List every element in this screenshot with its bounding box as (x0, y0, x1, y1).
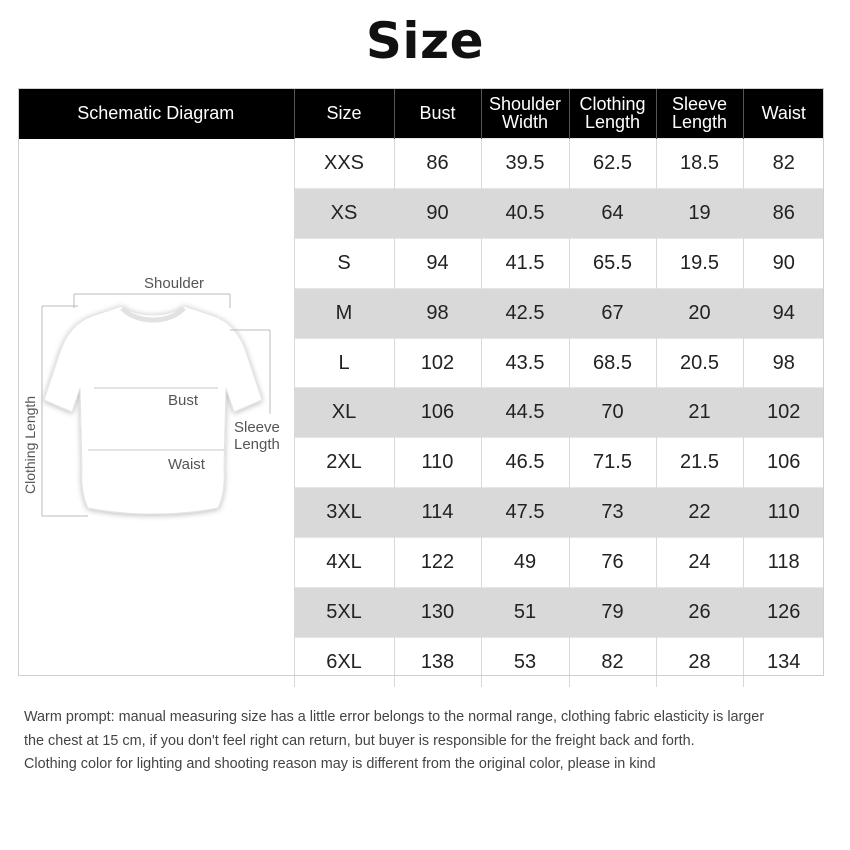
cell-waist: 98 (743, 338, 824, 388)
cell-length: 70 (569, 388, 656, 438)
cell-length: 64 (569, 188, 656, 238)
cell-sleeve: 20.5 (656, 338, 743, 388)
cell-bust: 86 (394, 139, 481, 189)
sleeve-label-line2: Length (234, 436, 280, 453)
sleeve-label-line1: Sleeve (234, 419, 280, 436)
header-clothing-length: Clothing Length (569, 88, 656, 139)
cell-waist: 126 (743, 588, 824, 638)
header-schematic-diagram: Schematic Diagram (18, 88, 294, 139)
cell-sleeve: 26 (656, 588, 743, 638)
cell-shoulder: 49 (481, 538, 569, 588)
cell-bust: 106 (394, 388, 481, 438)
cell-shoulder: 43.5 (481, 338, 569, 388)
cell-shoulder: 51 (481, 588, 569, 638)
cell-bust: 90 (394, 188, 481, 238)
cell-size: XL (294, 388, 394, 438)
header-sleeve-length: Sleeve Length (656, 88, 743, 139)
tshirt-illustration (18, 138, 294, 676)
cell-shoulder: 41.5 (481, 238, 569, 288)
page-title: Size (365, 12, 485, 70)
header-shoulder-width: Shoulder Width (481, 88, 569, 139)
header-bust: Bust (394, 88, 481, 139)
cell-size: 2XL (294, 438, 394, 488)
cell-shoulder: 42.5 (481, 288, 569, 338)
cell-size: 6XL (294, 637, 394, 686)
cell-bust: 110 (394, 438, 481, 488)
warm-prompt-note (24, 706, 834, 777)
note-line-3: Clothing color for lighting and shooting reason may is different from the original color, please in kind (24, 756, 656, 772)
cell-size: S (294, 238, 394, 288)
cell-size: M (294, 288, 394, 338)
cell-waist: 82 (743, 139, 824, 189)
cell-bust: 114 (394, 488, 481, 538)
cell-waist: 102 (743, 388, 824, 438)
header-size: Size (294, 88, 394, 139)
cell-sleeve: 22 (656, 488, 743, 538)
cell-length: 62.5 (569, 139, 656, 189)
header-waist: Waist (743, 88, 824, 139)
cell-waist: 94 (743, 288, 824, 338)
schematic-diagram (18, 138, 294, 676)
cell-waist: 110 (743, 488, 824, 538)
cell-length: 76 (569, 538, 656, 588)
note-line-1: Warm prompt: manual measuring size has a little error belongs to the normal range, clothing fabric elasticity is larger (24, 709, 765, 725)
note-line-2: the chest at 15 cm, if you don't feel right can return, but buyer is responsible for the freight back and forth. (24, 732, 695, 749)
cell-size: 3XL (294, 488, 394, 538)
cell-size: 4XL (294, 538, 394, 588)
waist-label: Waist (168, 456, 205, 473)
clothing-length-label: Clothing Length (22, 395, 38, 494)
cell-bust: 98 (394, 288, 481, 338)
cell-length: 82 (569, 637, 656, 686)
cell-bust: 122 (394, 538, 481, 588)
cell-waist: 86 (743, 188, 824, 238)
cell-waist: 118 (743, 538, 824, 588)
cell-shoulder: 44.5 (481, 388, 569, 438)
cell-shoulder: 46.5 (481, 438, 569, 488)
cell-sleeve: 20 (656, 288, 743, 338)
bust-label: Bust (168, 392, 199, 409)
cell-bust: 130 (394, 588, 481, 638)
cell-waist: 90 (743, 238, 824, 288)
cell-size: L (294, 338, 394, 388)
cell-length: 67 (569, 288, 656, 338)
cell-shoulder: 53 (481, 637, 569, 686)
cell-waist: 134 (743, 637, 824, 686)
cell-sleeve: 21 (656, 388, 743, 438)
cell-length: 65.5 (569, 238, 656, 288)
shoulder-label: Shoulder (144, 275, 205, 292)
cell-length: 71.5 (569, 438, 656, 488)
cell-length: 73 (569, 488, 656, 538)
cell-length: 68.5 (569, 338, 656, 388)
cell-shoulder: 39.5 (481, 139, 569, 189)
cell-size: 5XL (294, 588, 394, 638)
cell-shoulder: 47.5 (481, 488, 569, 538)
cell-bust: 94 (394, 238, 481, 288)
cell-sleeve: 28 (656, 637, 743, 686)
cell-sleeve: 21.5 (656, 438, 743, 488)
cell-shoulder: 40.5 (481, 188, 569, 238)
cell-bust: 102 (394, 338, 481, 388)
cell-bust: 138 (394, 637, 481, 686)
cell-sleeve: 19 (656, 188, 743, 238)
cell-sleeve: 24 (656, 538, 743, 588)
cell-sleeve: 18.5 (656, 139, 743, 189)
cell-waist: 106 (743, 438, 824, 488)
cell-sleeve: 19.5 (656, 238, 743, 288)
cell-size: XS (294, 188, 394, 238)
cell-length: 79 (569, 588, 656, 638)
cell-size: XXS (294, 139, 394, 189)
